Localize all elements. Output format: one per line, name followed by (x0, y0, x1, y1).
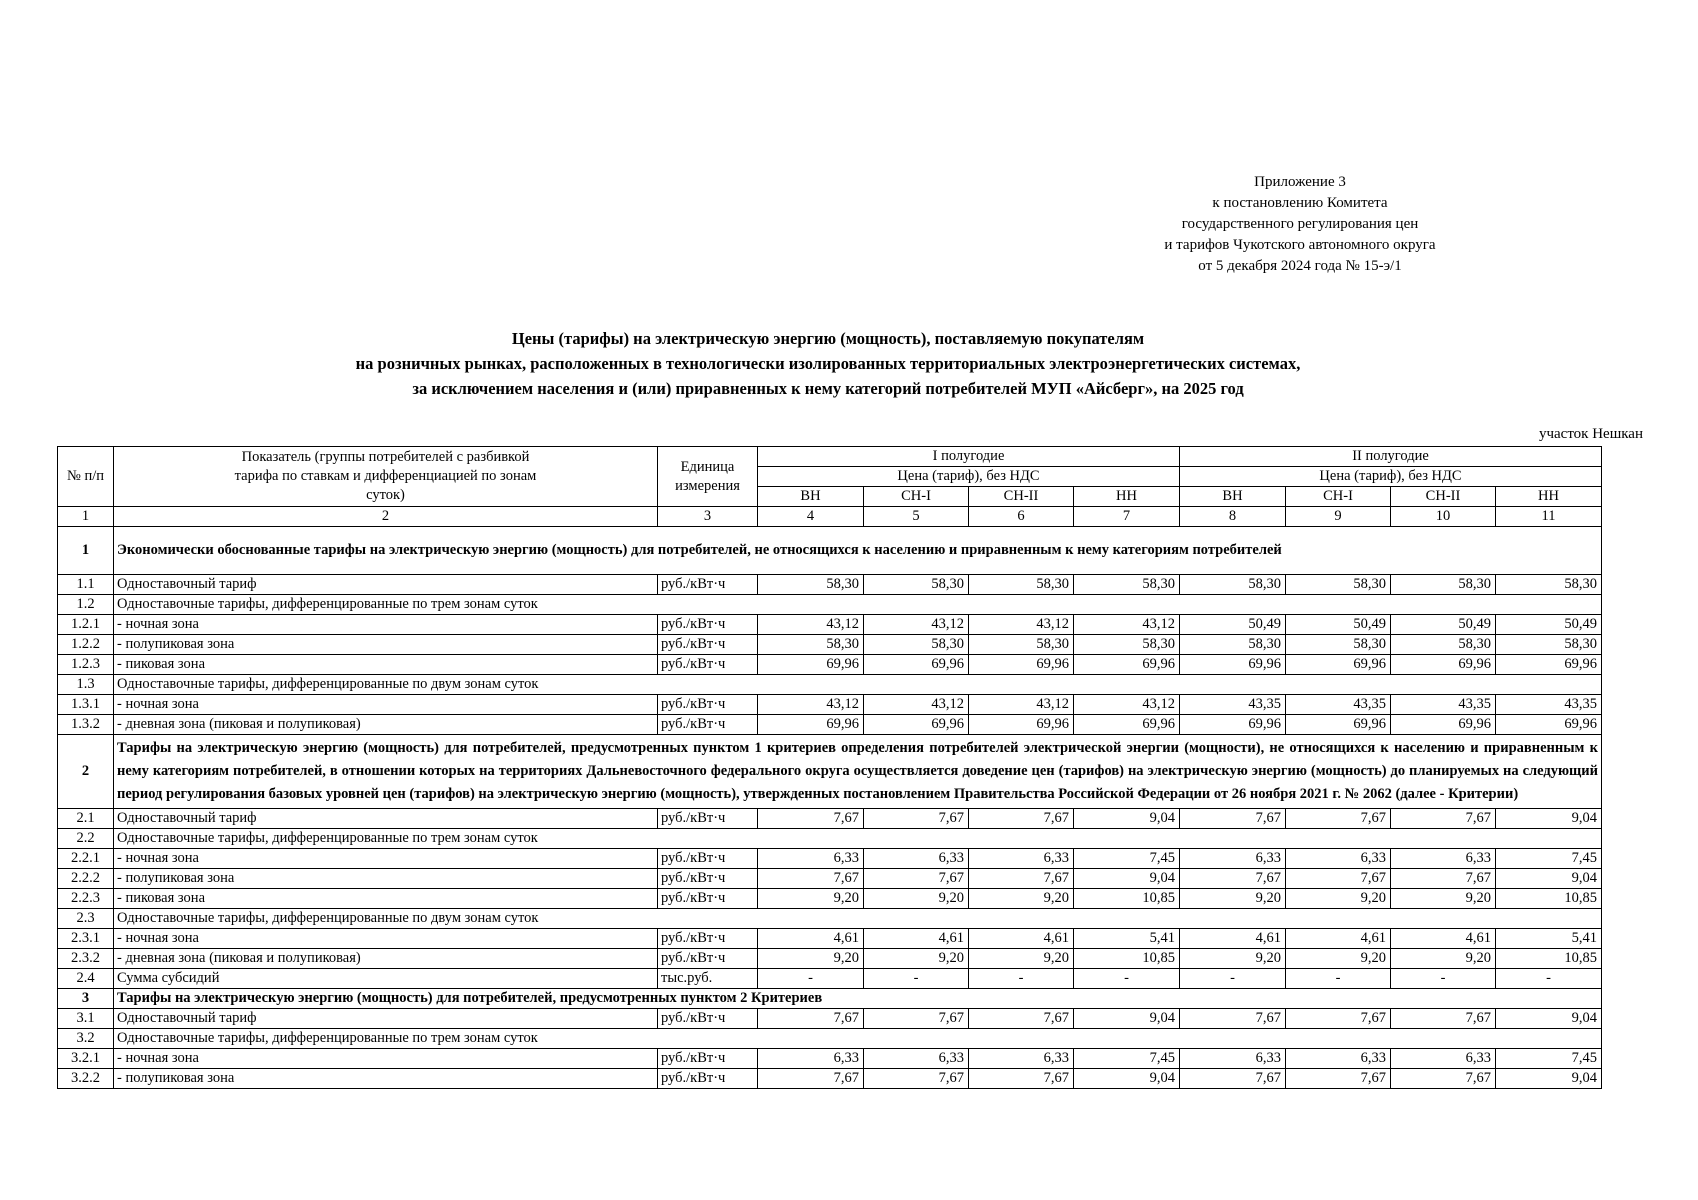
value-cell: 7,67 (1286, 809, 1391, 829)
row-num: 2.3.2 (58, 949, 114, 969)
section-row (58, 989, 1602, 1009)
value-cell: 7,67 (969, 1009, 1074, 1029)
value-cell: 9,20 (969, 889, 1074, 909)
value-cell: 69,96 (1496, 715, 1602, 735)
value-cell: 9,04 (1074, 809, 1180, 829)
column-number: 1 (58, 507, 114, 527)
appendix-line: к постановлению Комитета (1212, 195, 1388, 211)
value-cell: 6,33 (969, 849, 1074, 869)
row-name: Одноставочные тарифы, дифференцированные по трем зонам суток (114, 829, 1602, 849)
value-cell: 50,49 (1180, 615, 1286, 635)
value-cell: 6,33 (969, 1049, 1074, 1069)
value-cell: 69,96 (1074, 715, 1180, 735)
value-cell: 4,61 (1286, 929, 1391, 949)
column-number: 6 (969, 507, 1074, 527)
header-level: НН (1496, 487, 1602, 507)
value-cell: 7,67 (864, 869, 969, 889)
value-cell: 6,33 (1286, 1049, 1391, 1069)
value-cell: 10,85 (1496, 889, 1602, 909)
value-cell: 69,96 (1074, 655, 1180, 675)
column-number: 5 (864, 507, 969, 527)
table-row (58, 635, 1602, 655)
appendix-line: государственного регулирования цен (1181, 216, 1419, 232)
value-cell: 69,96 (1391, 715, 1496, 735)
value-cell: 6,33 (1180, 849, 1286, 869)
header-level: СН-II (969, 487, 1074, 507)
row-num: 3.1 (58, 1009, 114, 1029)
row-num: 3.2.2 (58, 1069, 114, 1089)
value-cell: 43,12 (758, 615, 864, 635)
table-row (58, 1069, 1602, 1089)
value-cell: 7,67 (1391, 1009, 1496, 1029)
value-cell: 7,67 (1180, 1009, 1286, 1029)
table-row (58, 849, 1602, 869)
table-row (58, 695, 1602, 715)
row-name: Одноставочный тариф (114, 1009, 658, 1029)
value-cell: 7,67 (758, 809, 864, 829)
row-name: Одноставочные тарифы, дифференцированные по трем зонам суток (114, 1029, 1602, 1049)
value-cell: 9,20 (864, 949, 969, 969)
header-indicator: Показатель (группы потребителей с разбивкой тарифа по ставкам и дифференциацией по зонам суток) (114, 447, 658, 507)
value-cell: 58,30 (1074, 575, 1180, 595)
value-cell: 9,20 (1286, 949, 1391, 969)
column-number: 7 (1074, 507, 1180, 527)
value-cell: 7,67 (969, 1069, 1074, 1089)
row-num: 2.2.3 (58, 889, 114, 909)
section-num: 3 (58, 989, 114, 1009)
row-unit: руб./кВт·ч (658, 929, 758, 949)
table-row (58, 969, 1602, 989)
value-cell: 58,30 (1286, 575, 1391, 595)
header-level: ВН (1180, 487, 1286, 507)
row-name: - полупиковая зона (114, 635, 658, 655)
value-cell: 6,33 (864, 1049, 969, 1069)
row-num: 3.2.1 (58, 1049, 114, 1069)
value-cell: 6,33 (758, 849, 864, 869)
value-cell: 7,45 (1074, 1049, 1180, 1069)
title-line: за исключением населения и (или) приравненных к нему категорий потребителей МУП «Айсберг», на 2025 год (412, 379, 1244, 398)
row-name: - ночная зона (114, 695, 658, 715)
column-number: 3 (658, 507, 758, 527)
table-row (58, 715, 1602, 735)
value-cell: 58,30 (1496, 635, 1602, 655)
value-cell: 58,30 (1074, 635, 1180, 655)
value-cell: 7,67 (864, 1009, 969, 1029)
row-unit: тыс.руб. (658, 969, 758, 989)
value-cell: 43,35 (1496, 695, 1602, 715)
value-cell: 7,67 (1180, 869, 1286, 889)
value-cell: 58,30 (969, 575, 1074, 595)
value-cell: 69,96 (1286, 655, 1391, 675)
value-cell: 7,45 (1496, 1049, 1602, 1069)
header-row (58, 447, 1602, 467)
row-name: Одноставочный тариф (114, 809, 658, 829)
value-cell: 69,96 (1180, 715, 1286, 735)
column-number: 10 (1391, 507, 1496, 527)
row-name: Одноставочные тарифы, дифференцированные по трем зонам суток (114, 595, 1602, 615)
row-unit: руб./кВт·ч (658, 1009, 758, 1029)
value-cell: 69,96 (969, 655, 1074, 675)
row-name: - ночная зона (114, 1049, 658, 1069)
table-row (58, 655, 1602, 675)
row-unit: руб./кВт·ч (658, 1069, 758, 1089)
row-num: 3.2 (58, 1029, 114, 1049)
value-cell: 9,04 (1074, 869, 1180, 889)
appendix-line: от 5 декабря 2024 года № 15-э/1 (1198, 258, 1402, 274)
header-level: СН-I (864, 487, 969, 507)
value-cell: 69,96 (864, 715, 969, 735)
value-cell: 7,67 (1286, 1009, 1391, 1029)
header-level: НН (1074, 487, 1180, 507)
value-cell: 43,12 (1074, 695, 1180, 715)
value-cell: - (1391, 969, 1496, 989)
section-row (58, 527, 1602, 575)
row-name: - ночная зона (114, 849, 658, 869)
header-price2: Цена (тариф), без НДС (1180, 467, 1602, 487)
table-row (58, 615, 1602, 635)
row-num: 2.2.2 (58, 869, 114, 889)
value-cell: 6,33 (758, 1049, 864, 1069)
value-cell: 7,67 (758, 1069, 864, 1089)
site-label: участок Нешкан (1538, 426, 1643, 442)
value-cell: - (864, 969, 969, 989)
value-cell: 9,20 (969, 949, 1074, 969)
value-cell: 58,30 (758, 635, 864, 655)
value-cell: 43,12 (758, 695, 864, 715)
value-cell: 9,04 (1074, 1009, 1180, 1029)
value-cell: 6,33 (1391, 849, 1496, 869)
value-cell: 9,20 (1180, 949, 1286, 969)
row-num: 1.1 (58, 575, 114, 595)
value-cell: - (969, 969, 1074, 989)
value-cell: 58,30 (1286, 635, 1391, 655)
row-unit: руб./кВт·ч (658, 715, 758, 735)
value-cell: 58,30 (969, 635, 1074, 655)
row-name: - ночная зона (114, 615, 658, 635)
value-cell: 7,67 (1180, 809, 1286, 829)
value-cell: 7,67 (969, 809, 1074, 829)
value-cell: 43,35 (1391, 695, 1496, 715)
value-cell: 43,12 (969, 695, 1074, 715)
row-num: 2.2 (58, 829, 114, 849)
column-number: 9 (1286, 507, 1391, 527)
value-cell: 6,33 (1286, 849, 1391, 869)
subgroup-row (58, 675, 1602, 695)
row-unit: руб./кВт·ч (658, 949, 758, 969)
value-cell: 7,67 (758, 869, 864, 889)
row-name: - пиковая зона (114, 655, 658, 675)
header-level: СН-I (1286, 487, 1391, 507)
header-half2: II полугодие (1180, 447, 1602, 467)
row-unit: руб./кВт·ч (658, 849, 758, 869)
row-num: 2.2.1 (58, 849, 114, 869)
value-cell: - (1074, 969, 1180, 989)
value-cell: 7,45 (1074, 849, 1180, 869)
section-text: Тарифы на электрическую энергию (мощность) для потребителей, предусмотренных пунктом 2 Критериев (114, 989, 1602, 1009)
value-cell: 7,67 (969, 869, 1074, 889)
row-unit: руб./кВт·ч (658, 1049, 758, 1069)
value-cell: 7,67 (1180, 1069, 1286, 1089)
value-cell: 4,61 (758, 929, 864, 949)
value-cell: 10,85 (1074, 949, 1180, 969)
value-cell: - (1180, 969, 1286, 989)
column-number: 11 (1496, 507, 1602, 527)
value-cell: 69,96 (969, 715, 1074, 735)
column-numbers-row (58, 507, 1602, 527)
value-cell: 43,12 (864, 695, 969, 715)
row-unit: руб./кВт·ч (658, 809, 758, 829)
value-cell: 50,49 (1286, 615, 1391, 635)
tariff-table (57, 446, 1602, 1089)
table-row (58, 869, 1602, 889)
value-cell: 58,30 (864, 635, 969, 655)
value-cell: 4,61 (1180, 929, 1286, 949)
value-cell: 6,33 (864, 849, 969, 869)
value-cell: 9,04 (1074, 1069, 1180, 1089)
row-num: 1.3.1 (58, 695, 114, 715)
value-cell: 43,35 (1180, 695, 1286, 715)
column-number: 8 (1180, 507, 1286, 527)
row-name: Одноставочные тарифы, дифференцированные по двум зонам суток (114, 675, 1602, 695)
value-cell: 7,67 (1391, 869, 1496, 889)
value-cell: 69,96 (1391, 655, 1496, 675)
value-cell: 10,85 (1074, 889, 1180, 909)
table-row (58, 1049, 1602, 1069)
row-name: - дневная зона (пиковая и полупиковая) (114, 715, 658, 735)
value-cell: 4,61 (969, 929, 1074, 949)
row-name: Одноставочный тариф (114, 575, 658, 595)
row-unit: руб./кВт·ч (658, 615, 758, 635)
subgroup-row (58, 595, 1602, 615)
value-cell: 69,96 (1286, 715, 1391, 735)
title-line: на розничных рынках, расположенных в технологически изолированных территориальных электроэнергетических системах, (355, 354, 1301, 373)
value-cell: 43,35 (1286, 695, 1391, 715)
value-cell: 58,30 (758, 575, 864, 595)
subgroup-row (58, 1029, 1602, 1049)
section-row (58, 735, 1602, 809)
column-number: 2 (114, 507, 658, 527)
row-num: 1.3 (58, 675, 114, 695)
header-num: № п/п (58, 447, 114, 507)
value-cell: 58,30 (1180, 575, 1286, 595)
value-cell: 69,96 (758, 655, 864, 675)
value-cell: 9,20 (758, 889, 864, 909)
row-unit: руб./кВт·ч (658, 655, 758, 675)
value-cell: 69,96 (1180, 655, 1286, 675)
value-cell: 5,41 (1074, 929, 1180, 949)
value-cell: 58,30 (1391, 575, 1496, 595)
row-unit: руб./кВт·ч (658, 575, 758, 595)
row-num: 1.2.2 (58, 635, 114, 655)
value-cell: 7,67 (864, 809, 969, 829)
row-name: Одноставочные тарифы, дифференцированные по двум зонам суток (114, 909, 1602, 929)
value-cell: 69,96 (864, 655, 969, 675)
row-name: Сумма субсидий (114, 969, 658, 989)
header-half1: I полугодие (758, 447, 1180, 467)
value-cell: 9,04 (1496, 809, 1602, 829)
title-line: Цены (тарифы) на электрическую энергию (мощность), поставляемую покупателям (511, 329, 1145, 348)
value-cell: 5,41 (1496, 929, 1602, 949)
value-cell: 7,67 (864, 1069, 969, 1089)
value-cell: 69,96 (1496, 655, 1602, 675)
value-cell: 6,33 (1180, 1049, 1286, 1069)
value-cell: 58,30 (1180, 635, 1286, 655)
value-cell: 7,67 (1286, 869, 1391, 889)
header-price1: Цена (тариф), без НДС (758, 467, 1180, 487)
table-row (58, 1009, 1602, 1029)
value-cell: 50,49 (1496, 615, 1602, 635)
column-number: 4 (758, 507, 864, 527)
value-cell: 9,20 (758, 949, 864, 969)
value-cell: - (758, 969, 864, 989)
value-cell: 9,04 (1496, 1069, 1602, 1089)
table-row (58, 575, 1602, 595)
table-row (58, 929, 1602, 949)
value-cell: 43,12 (969, 615, 1074, 635)
value-cell: 69,96 (758, 715, 864, 735)
appendix-line: Приложение 3 (1254, 174, 1346, 190)
table-row (58, 949, 1602, 969)
value-cell: - (1496, 969, 1602, 989)
value-cell: 9,20 (1286, 889, 1391, 909)
value-cell: - (1286, 969, 1391, 989)
row-unit: руб./кВт·ч (658, 869, 758, 889)
value-cell: 4,61 (1391, 929, 1496, 949)
value-cell: 7,67 (1286, 1069, 1391, 1089)
appendix-block (1100, 172, 1500, 277)
row-name: - пиковая зона (114, 889, 658, 909)
value-cell: 50,49 (1391, 615, 1496, 635)
row-num: 2.4 (58, 969, 114, 989)
value-cell: 9,20 (1180, 889, 1286, 909)
table-row (58, 809, 1602, 829)
section-text: Тарифы на электрическую энергию (мощность) для потребителей, предусмотренных пунктом 1 критериев определения потребителей электрической энергии (мощности), не относящихся к населению и приравненным к нему категориям потребителей, в отношении которых на территориях Дальневосточного федерального округа осуществляется доведение цен (тарифов) на электрическую энергию (мощность) до планируемых на следующий период регулирования базовых уровней цен (тарифов) на электрическую энергию (мощность), утвержденных постановлением Правительства Российской Федерации от 26 ноября 2021 г. № 2062 (далее - Критерии) (114, 735, 1602, 809)
section-num: 2 (58, 735, 114, 809)
value-cell: 9,20 (1391, 949, 1496, 969)
row-unit: руб./кВт·ч (658, 695, 758, 715)
value-cell: 43,12 (1074, 615, 1180, 635)
value-cell: 9,20 (1391, 889, 1496, 909)
header-level: ВН (758, 487, 864, 507)
value-cell: 7,45 (1496, 849, 1602, 869)
header-level: СН-II (1391, 487, 1496, 507)
row-num: 2.3.1 (58, 929, 114, 949)
value-cell: 10,85 (1496, 949, 1602, 969)
row-name: - ночная зона (114, 929, 658, 949)
value-cell: 58,30 (1496, 575, 1602, 595)
row-num: 1.2.3 (58, 655, 114, 675)
row-num: 2.3 (58, 909, 114, 929)
section-text: Экономически обоснованные тарифы на электрическую энергию (мощность) для потребителей, не относящихся к населению и приравненным к нему категориям потребителей (114, 527, 1602, 575)
row-name: - полупиковая зона (114, 1069, 658, 1089)
value-cell: 4,61 (864, 929, 969, 949)
appendix-line: и тарифов Чукотского автономного округа (1164, 237, 1436, 253)
section-num: 1 (58, 527, 114, 575)
row-unit: руб./кВт·ч (658, 889, 758, 909)
value-cell: 7,67 (758, 1009, 864, 1029)
row-num: 1.2.1 (58, 615, 114, 635)
value-cell: 6,33 (1391, 1049, 1496, 1069)
value-cell: 9,20 (864, 889, 969, 909)
value-cell: 9,04 (1496, 869, 1602, 889)
value-cell: 7,67 (1391, 1069, 1496, 1089)
document-title (0, 326, 1656, 401)
row-name: - дневная зона (пиковая и полупиковая) (114, 949, 658, 969)
row-num: 2.1 (58, 809, 114, 829)
row-name: - полупиковая зона (114, 869, 658, 889)
value-cell: 58,30 (864, 575, 969, 595)
value-cell: 58,30 (1391, 635, 1496, 655)
row-num: 1.2 (58, 595, 114, 615)
table-row (58, 889, 1602, 909)
subgroup-row (58, 829, 1602, 849)
value-cell: 43,12 (864, 615, 969, 635)
subgroup-row (58, 909, 1602, 929)
value-cell: 7,67 (1391, 809, 1496, 829)
header-unit: Единица измерения (658, 447, 758, 507)
row-num: 1.3.2 (58, 715, 114, 735)
row-unit: руб./кВт·ч (658, 635, 758, 655)
value-cell: 9,04 (1496, 1009, 1602, 1029)
